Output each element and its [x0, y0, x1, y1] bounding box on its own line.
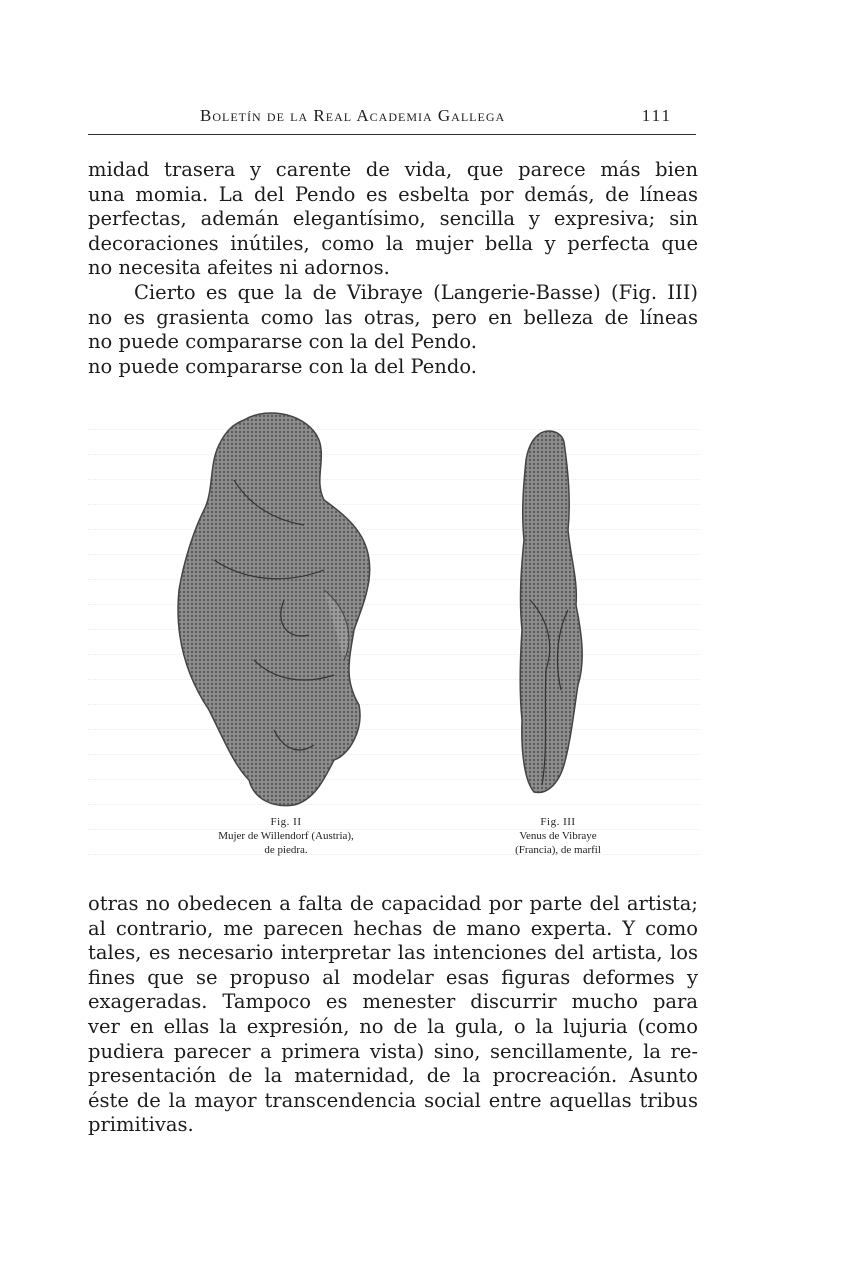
text-line: midad trasera y carente de vida, que parece más bien — [88, 158, 698, 181]
paragraph-top — [88, 158, 698, 281]
journal-title: Boletín de la Real Academia Gallega — [200, 106, 506, 125]
text-line: no puede compararse con la del Pendo. — [88, 354, 477, 378]
text-line: perfectas, ademán elegantísimo, sencilla y expresiva; sin — [88, 207, 698, 231]
figure-2-caption-line: Mujer de Willendorf (Austria), — [218, 830, 354, 842]
text-line: al contrario, me parecen hechas de mano experta. Y como — [88, 916, 698, 940]
text-line: no puede compararse con la del Pendo. — [88, 330, 477, 354]
text-line: presentación de la maternidad, de la procreación. Asunto — [88, 1064, 698, 1088]
page-number: 111 — [641, 106, 672, 125]
text-line: primitivas. — [88, 1113, 194, 1137]
text-line: no necesita afeites ni adornos. — [88, 256, 390, 280]
figure-3-caption-line: (Francia), de marfil — [515, 844, 601, 856]
paragraph-bottom — [88, 892, 698, 1138]
paragraph-second — [88, 281, 698, 379]
text-line: exageradas. Tampoco es menester discurrir mucho para — [88, 990, 698, 1014]
figure-2-label: Fig. II — [270, 816, 302, 828]
figure-3-label: Fig. III — [540, 816, 576, 828]
text-line: éste de la mayor transcendencia social entre aquellas tribus — [88, 1088, 698, 1112]
vibraye-venus-figure — [516, 430, 596, 800]
text-line: Cierto es que la de Vibraye (Langerie-Basse) (Fig. III) — [134, 281, 698, 304]
text-line: ver en ellas la expresión, no de la gula, o la lujuria (como — [88, 1014, 698, 1038]
text-line: fines que se propuso al modelar esas figuras deformes y — [88, 965, 698, 989]
figure-2-caption-line: de piedra. — [264, 844, 308, 856]
text-line: una momia. La del Pendo es esbelta por demás, de líneas — [88, 182, 698, 206]
figure-3-caption — [483, 815, 633, 857]
header-rule — [88, 134, 696, 135]
running-header — [88, 104, 680, 132]
text-line: no es grasienta como las otras, pero en belleza de líneas — [88, 305, 698, 329]
text-line: decoraciones inútiles, como la mujer bella y perfecta que — [88, 231, 698, 255]
text-line: tales, es necesario interpretar las intenciones del artista, los — [88, 941, 698, 965]
figure-2-caption — [176, 815, 396, 857]
figure-area — [88, 395, 700, 875]
text-line: pudiera parecer a primera vista) sino, sencillamente, la re- — [88, 1039, 698, 1063]
figure-3-caption-line: Venus de Vibraye — [519, 830, 597, 842]
willendorf-venus-figure — [174, 410, 384, 810]
text-line: otras no obedecen a falta de capacidad por parte del artista; — [88, 892, 698, 915]
